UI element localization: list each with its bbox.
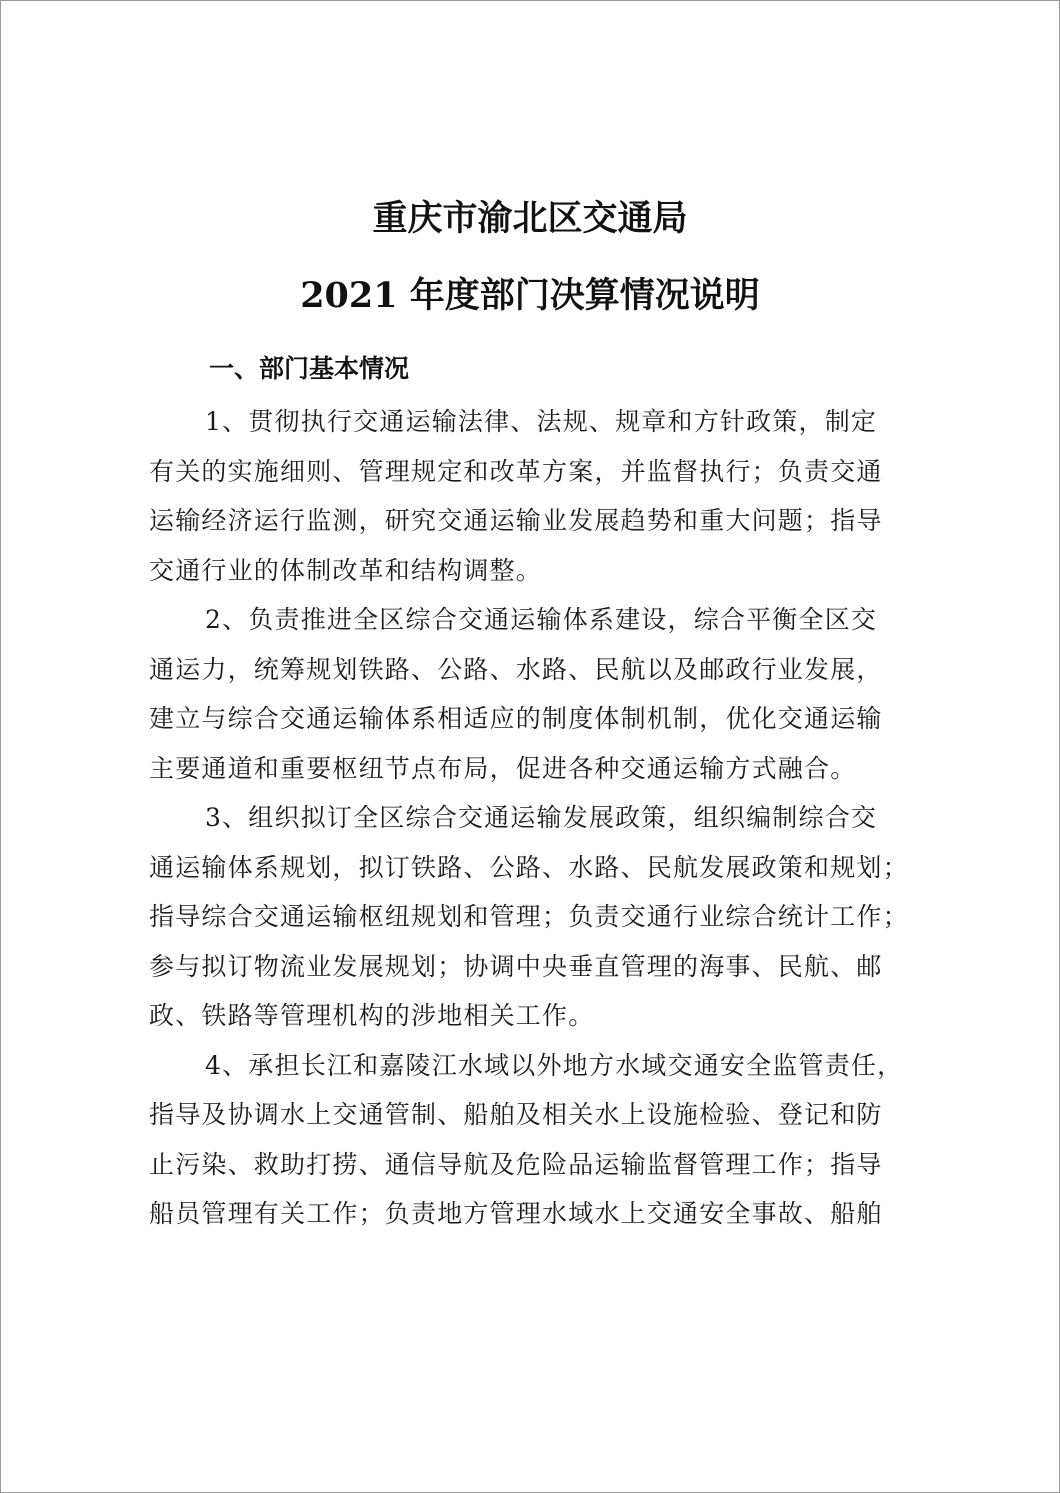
paragraph-2 <box>149 595 925 793</box>
paragraph-line: 通运输体系规划，拟订铁路、公路、水路、民航发展政策和规划； <box>149 852 909 882</box>
paragraph-line: 止污染、救助打捞、通信导航及危险品运输监督管理工作；指导 <box>149 1149 883 1179</box>
section-heading: 一、部门基本情况 <box>209 354 410 383</box>
paragraph-line: 主要通道和重要枢纽节点布局，促进各种交通运输方式融合。 <box>149 753 857 783</box>
paragraph-line: 有关的实施细则、管理规定和改革方案，并监督执行；负责交通 <box>149 456 883 486</box>
paragraph-line: 2、负责推进全区综合交通运输体系建设，综合平衡全区交 <box>205 605 878 634</box>
document-title: 重庆市渝北区交通局 <box>372 198 688 239</box>
document-subtitle: 2021 年度部门决算情况说明 <box>300 275 760 316</box>
paragraph-3 <box>149 793 925 1041</box>
paragraph-line: 交通行业的体制改革和结构调整。 <box>149 555 543 585</box>
paragraph-line: 4、承担长江和嘉陵江水域以外地方水域交通安全监管责任， <box>205 1050 904 1080</box>
paragraph-line: 指导综合交通运输枢纽规划和管理；负责交通行业综合统计工作； <box>149 902 909 931</box>
paragraph-line: 船员管理有关工作；负责地方管理水域水上交通安全事故、船舶 <box>149 1199 883 1228</box>
paragraph-line: 参与拟订物流业发展规划；协调中央垂直管理的海事、民航、邮 <box>149 951 883 981</box>
paragraph-1 <box>149 397 925 595</box>
paragraph-line: 政、铁路等管理机构的涉地相关工作。 <box>149 1001 595 1030</box>
document-body <box>149 397 925 1239</box>
paragraph-line: 通运力，统筹规划铁路、公路、水路、民航以及邮政行业发展， <box>149 654 883 684</box>
paragraph-line: 建立与综合交通运输体系相适应的制度体制机制，优化交通运输 <box>149 704 883 733</box>
paragraph-line: 1、贯彻执行交通运输法律、法规、规章和方针政策，制定 <box>205 407 878 436</box>
paragraph-4 <box>149 1041 925 1239</box>
paragraph-line: 3、组织拟订全区综合交通运输发展政策，组织编制综合交 <box>205 803 878 832</box>
paragraph-line: 运输经济运行监测，研究交通运输业发展趋势和重大问题；指导 <box>149 506 883 535</box>
paragraph-line: 指导及协调水上交通管制、船舶及相关水上设施检验、登记和防 <box>149 1100 883 1129</box>
